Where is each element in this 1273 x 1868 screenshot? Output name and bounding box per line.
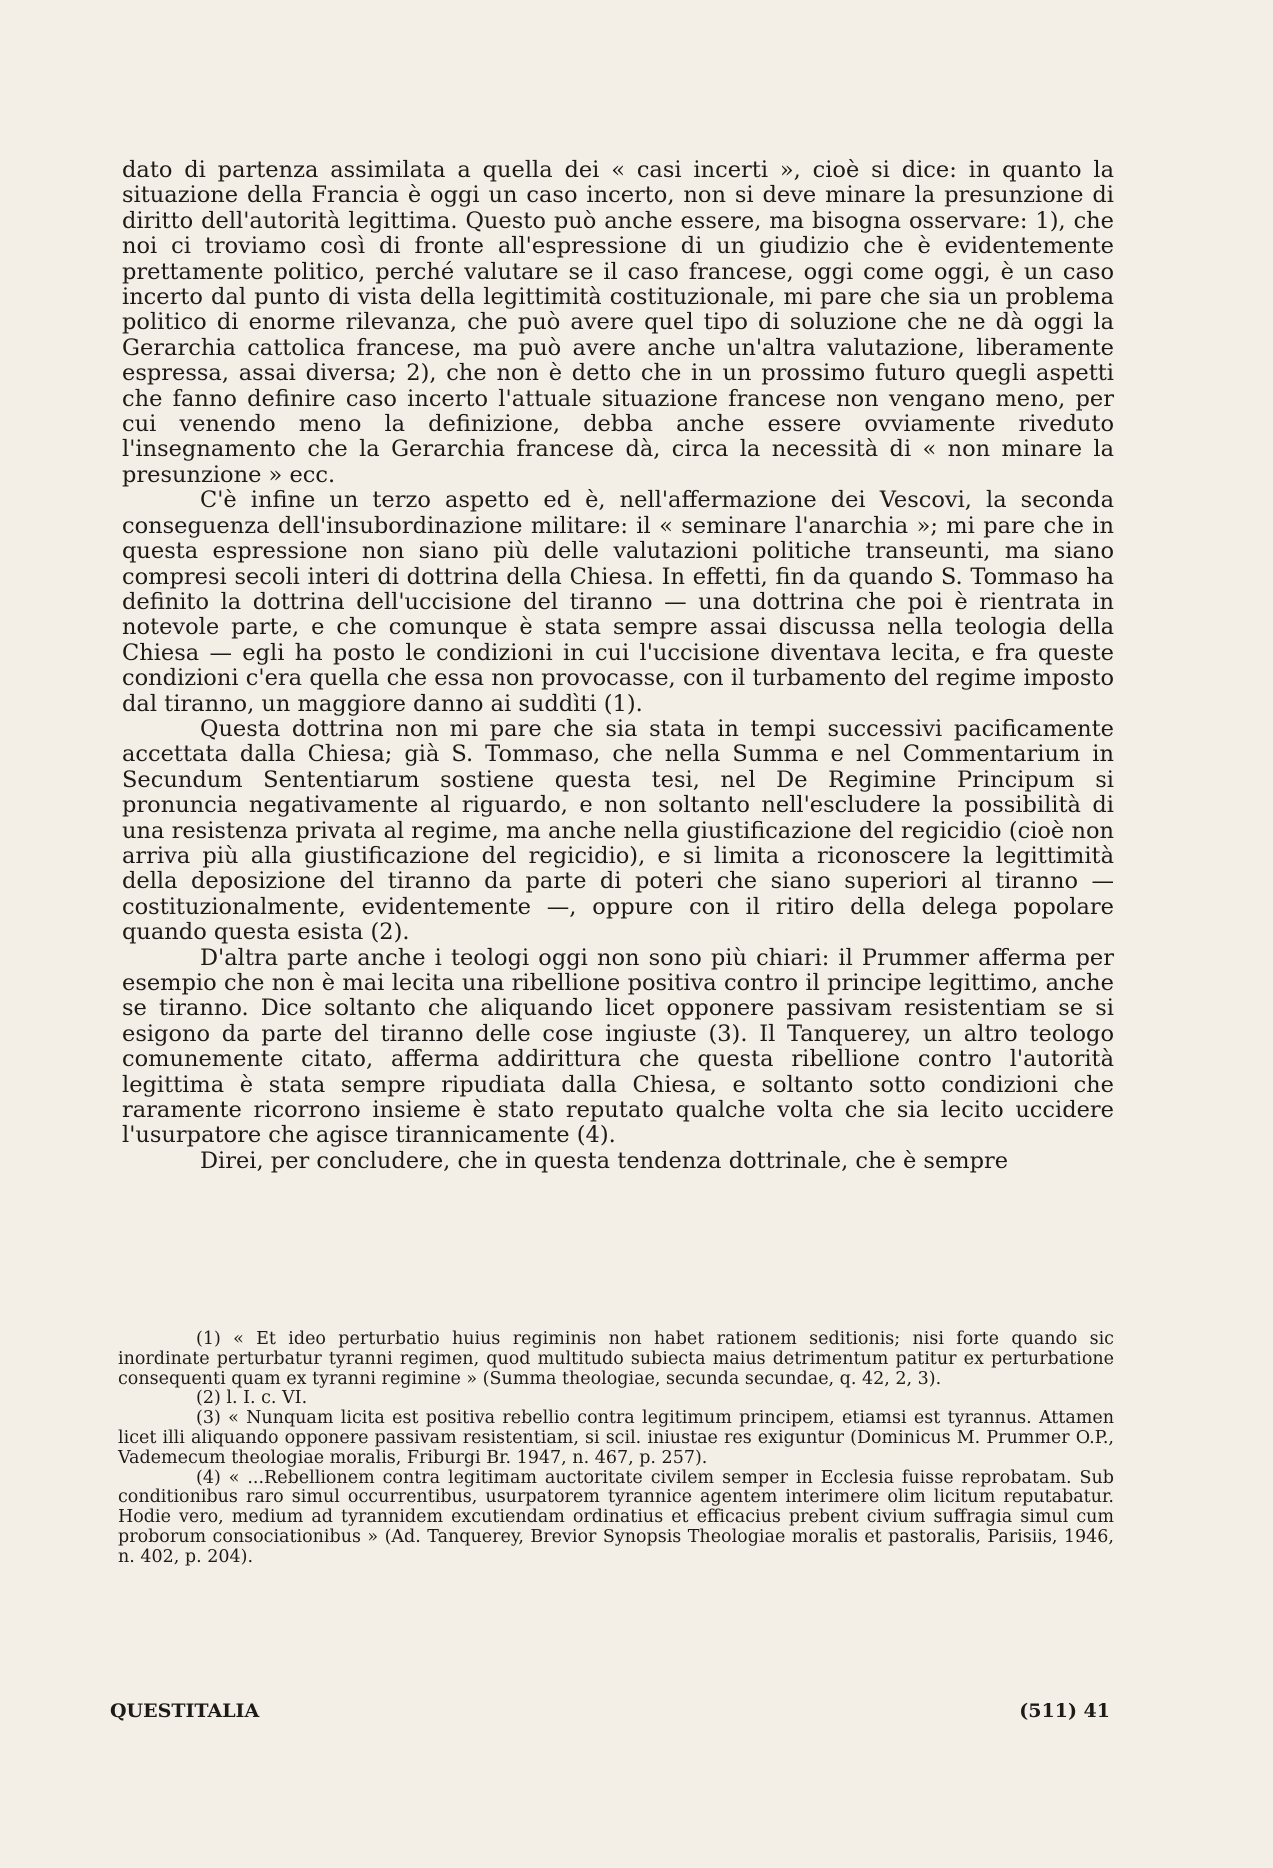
footnote-3: (3) « Nunquam licita est positiva rebellio contra legitimum principem, etiamsi est tyrannus. Attamen licet illi aliquando opponere passivam resistentiam, si scil. iniustae res exiguntur (Dominicus M. Prummer O.P., Vademecum theologiae moralis, Friburgi Br. 1947, n. 467, p. 257). [118,1408,1114,1468]
paragraph: Direi, per concludere, che in questa tendenza dottrinale, che è sempre [200,1147,1009,1174]
footnote-4: (4) « ...Rebellionem contra legitimam auctoritate civilem semper in Ecclesia fuisse reprobatam. Sub conditionibus raro simul occurrentibus, usurpatorem tyrannice agentem interimere olim licitum reputabatur. Hodie vero, medium ad tyrannidem excutiendam ordinatius et efficacius prebent civium suffragia simul cum proborum consociationibus » (Ad. Tanquerey, Brevior Synopsis Theologiae moralis et pastoralis, Parisiis, 1946, n. 402, p. 204). [118,1467,1114,1567]
body-text [122,158,1114,1174]
footnote-1: (1) « Et ideo perturbatio huius regiminis non habet rationem seditionis; nisi forte quando sic inordinate perturbatur tyranni regimen, quod multitudo subiecta maius detrimentum patitur ex perturbatione consequenti quam ex tyranni regimine » (Summa theologiae, secunda secundae, q. 42, 2, 3). [118,1329,1114,1389]
paragraph: C'è infine un terzo aspetto ed è, nell'affermazione dei Vescovi, la seconda conseguenza dell'insubordinazione militare: il « seminare l'anarchia »; mi pare che in questa espressione non siano più delle valutazioni politiche transeunti, ma siano compresi secoli interi di dottrina della Chiesa. In effetti, fin da quando S. Tommaso ha definito la dottrina dell'uccisione del tiranno — una dottrina che poi è rientrata in notevole parte, e che comunque è stata sempre assai discussa nella teologia della Chiesa — egli ha posto le condizioni in cui l'uccisione diventava lecita, e fra queste condizioni c'era quella che essa non provocasse, con il turbamento del regime imposto dal tiranno, un maggiore danno ai suddìti (1). [122,487,1114,717]
journal-name: QUESTITALIA [110,1700,260,1722]
page-number: (511) 41 [1019,1700,1110,1722]
footnote-2: (2) l. I. c. VI. [196,1388,308,1409]
footnotes [118,1330,1114,1568]
paragraph: dato di partenza assimilata a quella dei « casi incerti », cioè si dice: in quanto la situazione della Francia è oggi un caso incerto, non si deve minare la presunzione di diritto dell'autorità legittima. Questo può anche essere, ma bisogna osservare: 1), che noi ci troviamo così di fronte all'espressione di un giudizio che è evidentemente prettamente politico, perché valutare se il caso francese, oggi come oggi, è un caso incerto dal punto di vista della legittimità costituzionale, mi pare che sia un problema politico di enorme rilevanza, che può avere quel tipo di soluzione che ne dà oggi la Gerarchia cattolica francese, ma può avere anche un'altra valutazione, liberamente espressa, assai diversa; 2), che non è detto che in un prossimo futuro quegli aspetti che fanno definire caso incerto l'attuale situazione francese non vengano meno, per cui venendo meno la definizione, debba anche essere ovviamente riveduto l'insegnamento che la Gerarchia francese dà, circa la necessità di « non minare la presunzione » ecc. [122,157,1114,488]
paragraph: Questa dottrina non mi pare che sia stata in tempi successivi pacificamente accettata dalla Chiesa; già S. Tommaso, che nella Summa e nel Commentarium in Secundum Sententiarum sostiene questa tesi, nel De Regimine Principum si pronuncia negativamente al riguardo, e non soltanto nell'escludere la possibilità di una resistenza privata al regime, ma anche nella giustificazione del regicidio (cioè non arriva più alla giustificazione del regicidio), e si limita a riconoscere la legittimità della deposizione del tiranno da parte di poteri che siano superiori al tiranno — costituzionalmente, evidentemente —, oppure con il ritiro della delega popolare quando questa esista (2). [122,715,1114,946]
paragraph: D'altra parte anche i teologi oggi non sono più chiari: il Prummer afferma per esempio che non è mai lecita una ribellione positiva contro il principe legittimo, anche se tiranno. Dice soltanto che aliquando licet opponere passivam resistentiam se si esigono da parte del tiranno delle cose ingiuste (3). Il Tanquerey, un altro teologo comunemente citato, afferma addirittura che questa ribellione contro l'autorità legittima è stata sempre ripudiata dalla Chiesa, e soltanto sotto condizioni che raramente ricorrono insieme è stato reputato qualche volta che sia lecito uccidere l'usurpatore che agisce tirannicamente (4). [122,944,1114,1149]
